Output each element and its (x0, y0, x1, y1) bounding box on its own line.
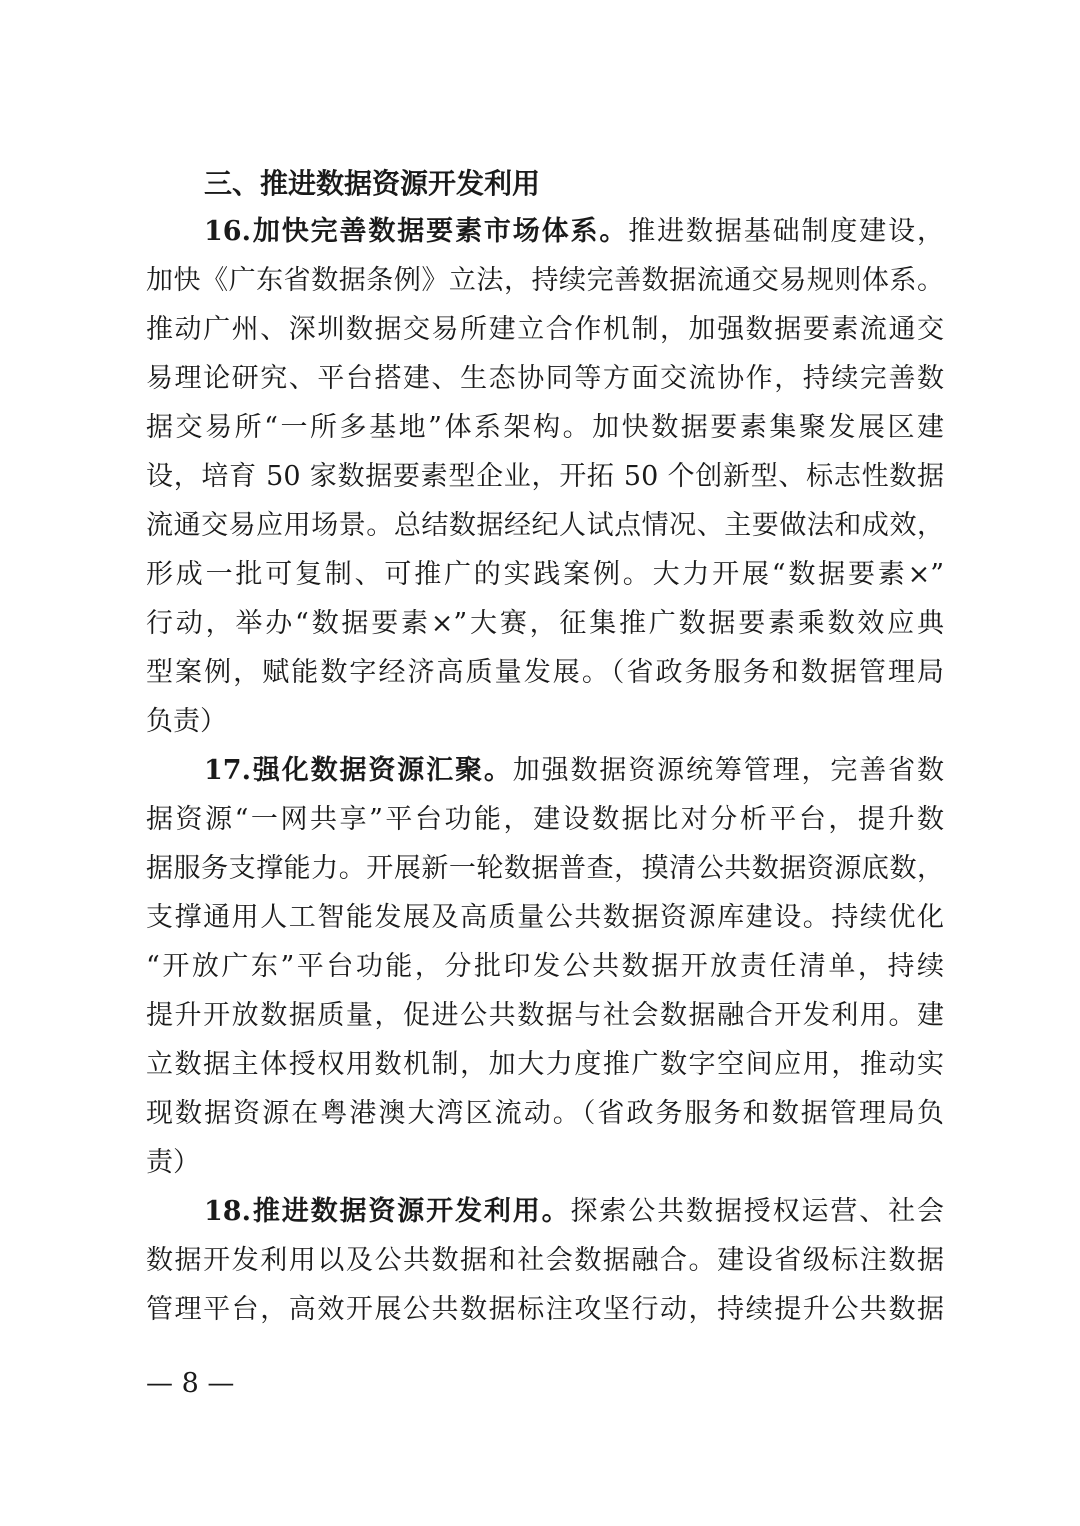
paragraph-16-line-7: 流通交易应用场景。总结数据经纪人试点情况、主要做法和成效， (146, 510, 944, 541)
paragraph-18-text: 探索公共数据授权运营、社会 (570, 1196, 944, 1227)
paragraph-16-line-4: 易理论研究、平台搭建、生态协同等方面交流协作，持续完善数 (146, 363, 944, 394)
paragraph-17-line-4: 支撑通用人工智能发展及高质量公共数据资源库建设。持续优化 (146, 902, 944, 933)
paragraph-16-line-5: 据交易所“一所多基地”体系架构。加快数据要素集聚发展区建 (146, 412, 944, 443)
paragraph-17-line-6: 提升开放数据质量，促进公共数据与社会数据融合开发利用。建 (146, 1000, 944, 1031)
paragraph-17-line-1 (204, 747, 944, 795)
paragraph-17-line-2: 据资源“一网共享”平台功能，建设数据比对分析平台，提升数 (146, 804, 944, 835)
paragraph-17-text: 加强数据资源统筹管理，完善省数 (512, 755, 944, 786)
paragraph-16-line-2: 加快《广东省数据条例》立法，持续完善数据流通交易规则体系。 (146, 265, 944, 296)
paragraph-18-line-2: 数据开发利用以及公共数据和社会数据融合。建设省级标注数据 (146, 1245, 944, 1276)
paragraph-16-title: 16.加快完善数据要素市场体系。 (204, 216, 629, 247)
paragraph-18-title: 18.推进数据资源开发利用。 (204, 1196, 571, 1227)
page-number: — 8 — (146, 1368, 235, 1399)
paragraph-18-line-1 (204, 1188, 944, 1236)
paragraph-17-line-5: “开放广东”平台功能，分批印发公共数据开放责任清单，持续 (146, 951, 944, 982)
paragraph-16-line-9: 行动，举办“数据要素×”大赛，征集推广数据要素乘数效应典 (146, 608, 944, 639)
paragraph-17-line-8: 现数据资源在粤港澳大湾区流动。（省政务服务和数据管理局负 (146, 1098, 944, 1129)
paragraph-17-line-9: 责） (146, 1147, 200, 1178)
paragraph-17-title: 17.强化数据资源汇聚。 (204, 755, 513, 786)
paragraph-17-line-7: 立数据主体授权用数机制，加大力度推广数字空间应用，推动实 (146, 1049, 944, 1080)
paragraph-16-line-3: 推动广州、深圳数据交易所建立合作机制，加强数据要素流通交 (146, 314, 944, 345)
paragraph-17-line-3: 据服务支撑能力。开展新一轮数据普查，摸清公共数据资源底数， (146, 853, 944, 884)
paragraph-16-line-10: 型案例，赋能数字经济高质量发展。（省政务服务和数据管理局 (146, 657, 944, 688)
paragraph-16-line-11: 负责） (146, 706, 227, 737)
section-heading: 三、推进数据资源开发利用 (204, 167, 541, 200)
paragraph-18-line-3: 管理平台，高效开展公共数据标注攻坚行动，持续提升公共数据 (146, 1294, 944, 1325)
paragraph-16-line-1 (204, 208, 944, 256)
paragraph-16-text: 推进数据基础制度建设， (628, 216, 944, 247)
paragraph-16-line-6: 设，培育 50 家数据要素型企业，开拓 50 个创新型、标志性数据 (146, 461, 944, 492)
paragraph-16-line-8: 形成一批可复制、可推广的实践案例。大力开展“数据要素×” (146, 559, 944, 590)
